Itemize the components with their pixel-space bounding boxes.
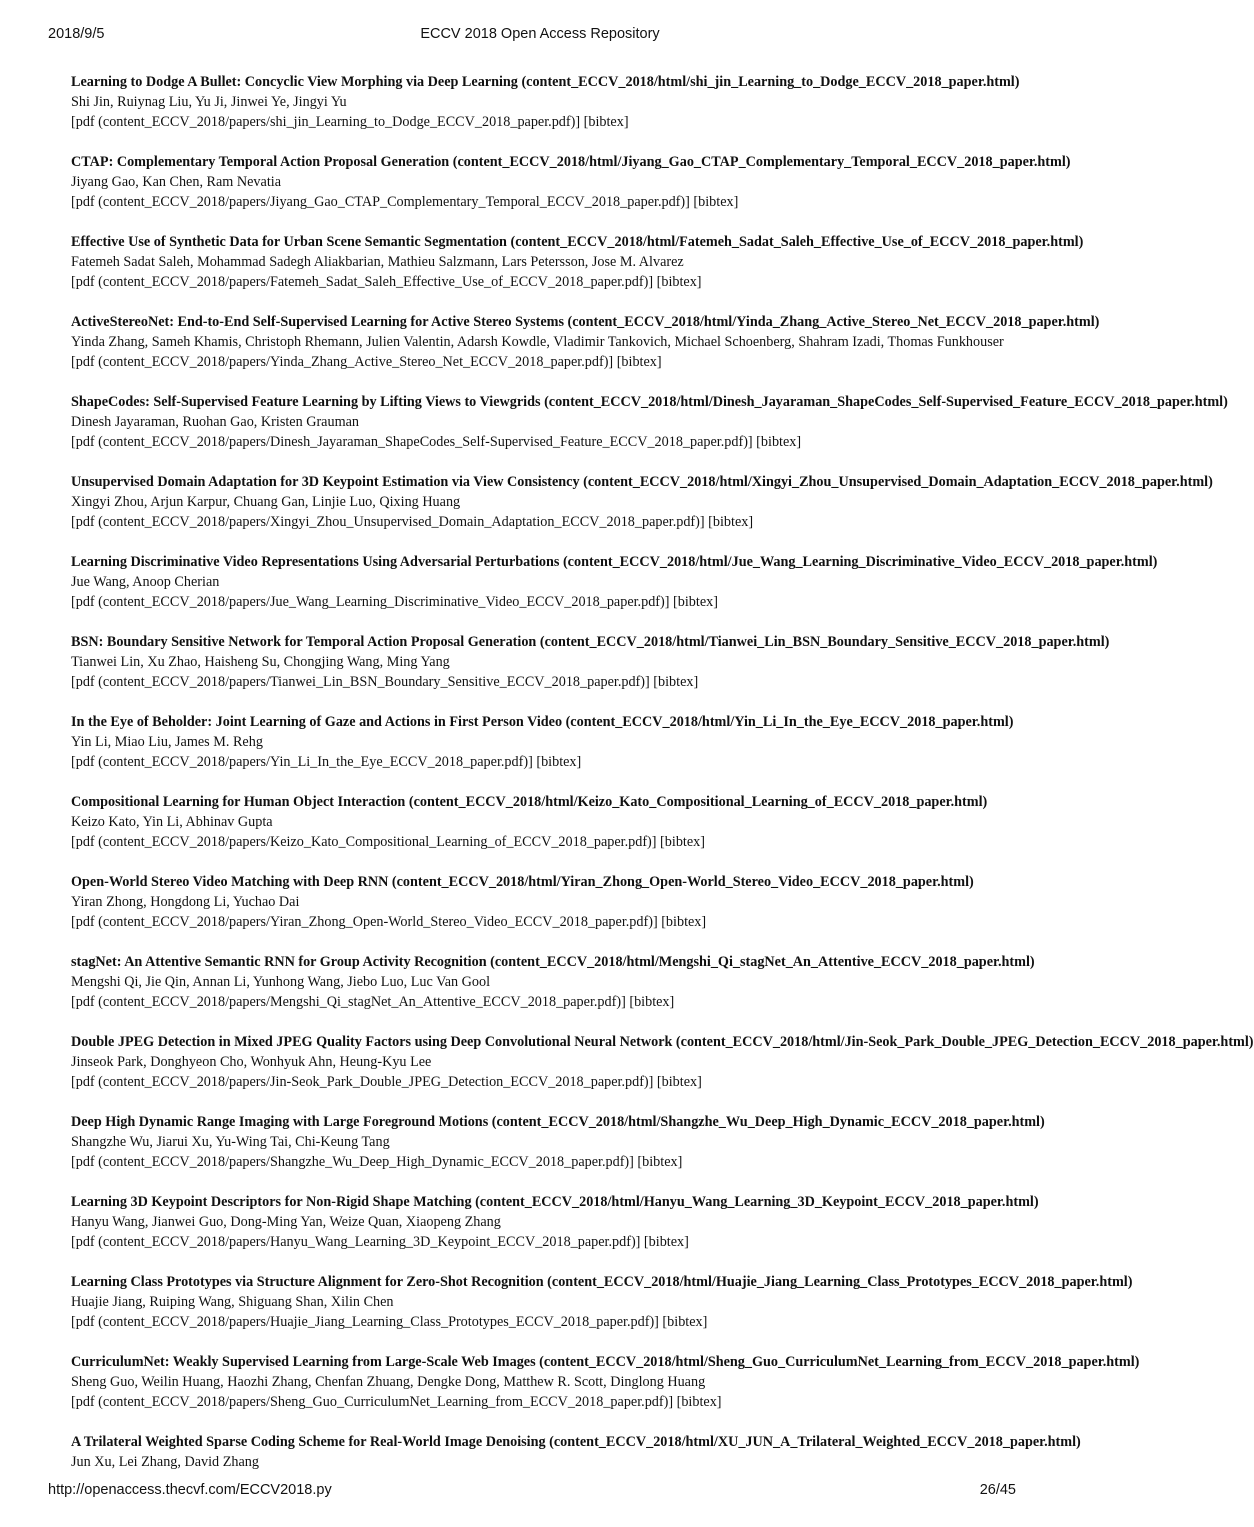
paper-title-link[interactable]: CurriculumNet: Weakly Supervised Learning from Large-Scale Web Images (content_ECCV_2018/html/Sheng_Guo_CurriculumNet_Learning_from_ECCV_2018_paper.html)	[71, 1354, 1140, 1370]
paper-authors: Tianwei Lin, Xu Zhao, Haisheng Su, Chongjing Wang, Ming Yang	[71, 654, 450, 670]
paper-links[interactable]: [pdf (content_ECCV_2018/papers/Hanyu_Wang_Learning_3D_Keypoint_ECCV_2018_paper.pdf)] [bibtex]	[71, 1234, 689, 1250]
paper-authors: Dinesh Jayaraman, Ruohan Gao, Kristen Grauman	[71, 414, 360, 430]
paper-entry	[71, 552, 1158, 632]
paper-entry	[71, 1192, 1039, 1272]
paper-links[interactable]: [pdf (content_ECCV_2018/papers/Huajie_Jiang_Learning_Class_Prototypes_ECCV_2018_paper.pdf)] [bibtex]	[71, 1314, 708, 1330]
paper-authors: Jue Wang, Anoop Cherian	[71, 574, 220, 590]
paper-links[interactable]: [pdf (content_ECCV_2018/papers/Mengshi_Qi_stagNet_An_Attentive_ECCV_2018_paper.pdf)] [bibtex]	[71, 994, 675, 1010]
paper-authors: Fatemeh Sadat Saleh, Mohammad Sadegh Aliakbarian, Mathieu Salzmann, Lars Petersson, Jose M. Alvarez	[71, 254, 684, 270]
paper-entry	[71, 232, 1084, 312]
paper-entry	[71, 632, 1110, 712]
paper-authors: Xingyi Zhou, Arjun Karpur, Chuang Gan, Linjie Luo, Qixing Huang	[71, 494, 461, 510]
paper-authors: Keizo Kato, Yin Li, Abhinav Gupta	[71, 814, 273, 830]
paper-entry	[71, 1112, 1045, 1192]
paper-title-link[interactable]: stagNet: An Attentive Semantic RNN for Group Activity Recognition (content_ECCV_2018/html/Mengshi_Qi_stagNet_An_Attentive_ECCV_2018_paper.html)	[71, 954, 1035, 970]
paper-entry	[71, 872, 1033, 952]
paper-links[interactable]: [pdf (content_ECCV_2018/papers/Keizo_Kato_Compositional_Learning_of_ECCV_2018_paper.pdf)] [bibtex]	[71, 834, 705, 850]
paper-entry	[71, 152, 1071, 232]
paper-entry	[71, 1272, 1133, 1352]
paper-title-link[interactable]: Learning to Dodge A Bullet: Concyclic View Morphing via Deep Learning (content_ECCV_2018/html/shi_jin_Learning_to_Dodge_ECCV_2018_paper.html)	[71, 74, 1020, 90]
paper-entry	[71, 952, 1033, 1032]
paper-authors: Yiran Zhong, Hongdong Li, Yuchao Dai	[71, 894, 300, 910]
page-header	[48, 26, 1032, 46]
paper-authors: Huajie Jiang, Ruiping Wang, Shiguang Shan, Xilin Chen	[71, 1294, 394, 1310]
paper-title-link[interactable]: ActiveStereoNet: End-to-End Self-Supervised Learning for Active Stereo Systems (content_ECCV_2018/html/Yinda_Zhang_Active_Stereo_Net_ECCV_2018_paper.html)	[71, 314, 1100, 330]
paper-authors: Shangzhe Wu, Jiarui Xu, Yu-Wing Tai, Chi-Keung Tang	[71, 1134, 390, 1150]
paper-links[interactable]: [pdf (content_ECCV_2018/papers/Yiran_Zhong_Open-World_Stereo_Video_ECCV_2018_paper.pdf)] [bibtex]	[71, 914, 707, 930]
paper-entry	[71, 472, 1213, 552]
paper-authors: Hanyu Wang, Jianwei Guo, Dong-Ming Yan, Weize Quan, Xiaopeng Zhang	[71, 1214, 501, 1230]
paper-title-link[interactable]: Learning 3D Keypoint Descriptors for Non-Rigid Shape Matching (content_ECCV_2018/html/Hanyu_Wang_Learning_3D_Keypoint_ECCV_2018_paper.html)	[71, 1194, 1039, 1210]
paper-title-link[interactable]: Effective Use of Synthetic Data for Urban Scene Semantic Segmentation (content_ECCV_2018/html/Fatemeh_Sadat_Saleh_Effective_Use_of_ECCV_2018_paper.html)	[71, 234, 1084, 250]
page-url: http://openaccess.thecvf.com/ECCV2018.py	[48, 1482, 332, 1498]
paper-links[interactable]: [pdf (content_ECCV_2018/papers/Xingyi_Zhou_Unsupervised_Domain_Adaptation_ECCV_2018_paper.pdf)] [bibtex]	[71, 514, 754, 530]
paper-links[interactable]: [pdf (content_ECCV_2018/papers/Jin-Seok_Park_Double_JPEG_Detection_ECCV_2018_paper.pdf)] [bibtex]	[71, 1074, 702, 1090]
paper-entry	[71, 712, 1033, 792]
paper-entry	[71, 792, 1033, 872]
paper-title-link[interactable]: BSN: Boundary Sensitive Network for Temporal Action Proposal Generation (content_ECCV_2018/html/Tianwei_Lin_BSN_Boundary_Sensitive_ECCV_2018_paper.html)	[71, 634, 1110, 650]
paper-authors: Shi Jin, Ruiynag Liu, Yu Ji, Jinwei Ye, Jingyi Yu	[71, 94, 347, 110]
paper-entry	[71, 312, 1100, 392]
paper-links[interactable]: [pdf (content_ECCV_2018/papers/Tianwei_Lin_BSN_Boundary_Sensitive_ECCV_2018_paper.pdf)] [bibtex]	[71, 674, 699, 690]
paper-entry	[71, 392, 1228, 472]
paper-authors: Jinseok Park, Donghyeon Cho, Wonhyuk Ahn, Heung-Kyu Lee	[71, 1054, 432, 1070]
paper-links[interactable]: [pdf (content_ECCV_2018/papers/Sheng_Guo_CurriculumNet_Learning_from_ECCV_2018_paper.pdf)] [bibtex]	[71, 1394, 722, 1410]
page-footer	[48, 1482, 1032, 1502]
paper-entry	[71, 1352, 1140, 1432]
paper-links[interactable]: [pdf (content_ECCV_2018/papers/Yinda_Zhang_Active_Stereo_Net_ECCV_2018_paper.pdf)] [bibtex]	[71, 354, 662, 370]
paper-title-link[interactable]: Learning Class Prototypes via Structure Alignment for Zero-Shot Recognition (content_ECCV_2018/html/Huajie_Jiang_Learning_Class_Prototypes_ECCV_2018_paper.html)	[71, 1274, 1133, 1290]
paper-links[interactable]: [pdf (content_ECCV_2018/papers/Fatemeh_Sadat_Saleh_Effective_Use_of_ECCV_2018_paper.pdf)] [bibtex]	[71, 274, 702, 290]
paper-links[interactable]: [pdf (content_ECCV_2018/papers/Dinesh_Jayaraman_ShapeCodes_Self-Supervised_Feature_ECCV_2018_paper.pdf)] [bibtex]	[71, 434, 802, 450]
paper-title-link[interactable]: ShapeCodes: Self-Supervised Feature Learning by Lifting Views to Viewgrids (content_ECCV_2018/html/Dinesh_Jayaraman_ShapeCodes_Self-Supervised_Feature_ECCV_2018_paper.html)	[71, 394, 1228, 410]
paper-authors: Yinda Zhang, Sameh Khamis, Christoph Rhemann, Julien Valentin, Adarsh Kowdle, Vladimir Tankovich, Michael Schoenberg, Shahram Izadi, Thomas Funkhouser	[71, 334, 1004, 350]
paper-title-link[interactable]: In the Eye of Beholder: Joint Learning of Gaze and Actions in First Person Video (content_ECCV_2018/html/Yin_Li_In_the_Eye_ECCV_2018_paper.html)	[71, 714, 1014, 730]
print-date: 2018/9/5	[48, 26, 105, 42]
paper-title-link[interactable]: Double JPEG Detection in Mixed JPEG Quality Factors using Deep Convolutional Neural Network (content_ECCV_2018/html/Jin-Seok_Park_Double_JPEG_Detection_ECCV_2018_paper.html)	[71, 1034, 1254, 1050]
paper-authors: Jun Xu, Lei Zhang, David Zhang	[71, 1454, 259, 1470]
paper-title-link[interactable]: CTAP: Complementary Temporal Action Proposal Generation (content_ECCV_2018/html/Jiyang_Gao_CTAP_Complementary_Temporal_ECCV_2018_paper.html)	[71, 154, 1071, 170]
paper-entry	[71, 1032, 1254, 1112]
paper-links[interactable]: [pdf (content_ECCV_2018/papers/Yin_Li_In_the_Eye_ECCV_2018_paper.pdf)] [bibtex]	[71, 754, 582, 770]
page-title: ECCV 2018 Open Access Repository	[420, 26, 660, 42]
paper-entry	[71, 72, 1033, 152]
paper-title-link[interactable]: Learning Discriminative Video Representations Using Adversarial Perturbations (content_ECCV_2018/html/Jue_Wang_Learning_Discriminative_Video_ECCV_2018_paper.html)	[71, 554, 1158, 570]
paper-links[interactable]: [pdf (content_ECCV_2018/papers/Jue_Wang_Learning_Discriminative_Video_ECCV_2018_paper.pdf)] [bibtex]	[71, 594, 718, 610]
paper-title-link[interactable]: Open-World Stereo Video Matching with Deep RNN (content_ECCV_2018/html/Yiran_Zhong_Open-World_Stereo_Video_ECCV_2018_paper.html)	[71, 874, 974, 890]
paper-title-link[interactable]: Unsupervised Domain Adaptation for 3D Keypoint Estimation via View Consistency (content_ECCV_2018/html/Xingyi_Zhou_Unsupervised_Domain_Adaptation_ECCV_2018_paper.html)	[71, 474, 1213, 490]
paper-authors: Yin Li, Miao Liu, James M. Rehg	[71, 734, 263, 750]
paper-links[interactable]: [pdf (content_ECCV_2018/papers/Shangzhe_Wu_Deep_High_Dynamic_ECCV_2018_paper.pdf)] [bibtex]	[71, 1154, 683, 1170]
paper-authors: Sheng Guo, Weilin Huang, Haozhi Zhang, Chenfan Zhuang, Dengke Dong, Matthew R. Scott, Dinglong Huang	[71, 1374, 706, 1390]
page-number: 26/45	[979, 1482, 1016, 1498]
paper-list	[71, 72, 1254, 1512]
paper-authors: Mengshi Qi, Jie Qin, Annan Li, Yunhong Wang, Jiebo Luo, Luc Van Gool	[71, 974, 491, 990]
paper-links[interactable]: [pdf (content_ECCV_2018/papers/shi_jin_Learning_to_Dodge_ECCV_2018_paper.pdf)] [bibtex]	[71, 114, 629, 130]
paper-title-link[interactable]: A Trilateral Weighted Sparse Coding Scheme for Real-World Image Denoising (content_ECCV_2018/html/XU_JUN_A_Trilateral_Weighted_ECCV_2018_paper.html)	[71, 1434, 1081, 1450]
paper-title-link[interactable]: Compositional Learning for Human Object Interaction (content_ECCV_2018/html/Keizo_Kato_Compositional_Learning_of_ECCV_2018_paper.html)	[71, 794, 988, 810]
paper-title-link[interactable]: Deep High Dynamic Range Imaging with Large Foreground Motions (content_ECCV_2018/html/Shangzhe_Wu_Deep_High_Dynamic_ECCV_2018_paper.html)	[71, 1114, 1045, 1130]
paper-authors: Jiyang Gao, Kan Chen, Ram Nevatia	[71, 174, 281, 190]
paper-links[interactable]: [pdf (content_ECCV_2018/papers/Jiyang_Gao_CTAP_Complementary_Temporal_ECCV_2018_paper.pdf)] [bibtex]	[71, 194, 739, 210]
